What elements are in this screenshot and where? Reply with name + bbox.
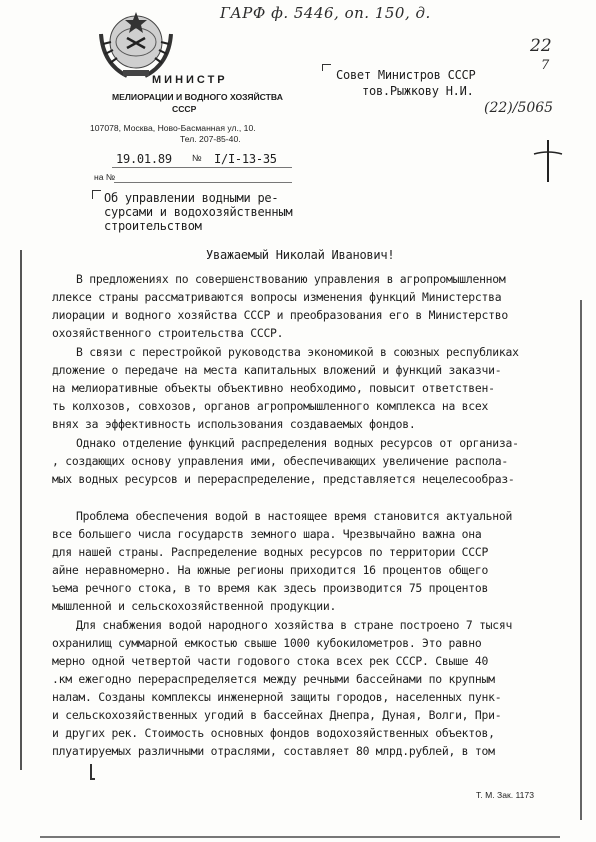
body-line: на мелиоративные объекты объективно необходимо, повысит ответствен- xyxy=(52,381,495,395)
body-line: для нашей страны. Распределение водных ресурсов по территории СССР xyxy=(52,545,489,559)
salutation: Уважаемый Николай Иванович! xyxy=(206,248,395,262)
addressee-line-1: Совет Министров СССР xyxy=(336,68,476,82)
body-line: и сельскохозяйственных угодий в бассейнах Днепра, Дуная, Волги, При- xyxy=(52,708,502,722)
scan-edge-left xyxy=(20,250,22,770)
body-line: В связи с перестройкой руководства экономикой в союзных республиках xyxy=(76,345,519,359)
letter-number: I/I-13-35 xyxy=(214,152,277,166)
body-line: охозяйственного строительства СССР. xyxy=(52,326,284,340)
subject-bracket xyxy=(92,190,101,199)
page-number: 22 xyxy=(530,36,552,56)
page-number-tick: 7 xyxy=(541,58,550,73)
archive-stamp: ГАРФ ф. 5446, оп. 150, д. xyxy=(220,4,431,22)
incoming-number: (22)/5065 xyxy=(484,100,554,116)
letterhead-address: 107078, Москва, Ново-Басманная ул., 10. xyxy=(90,123,256,133)
body-line: ть колхозов, совхозов, органов агропромышленного комплекса на всех xyxy=(52,399,489,413)
letterhead-phone: Тел. 207-85-40. xyxy=(180,134,241,144)
scan-edge-right xyxy=(580,300,582,820)
subject-line-2: сурсами и водохозяйственным xyxy=(104,205,293,219)
body-line: ъема речного стока, в то время как здесь производится 75 процентов xyxy=(52,581,489,595)
ref-label: на № xyxy=(94,172,116,182)
letterhead-ministry-line: МЕЛИОРАЦИИ И ВОДНОГО ХОЗЯЙСТВА xyxy=(112,92,283,102)
letterhead-country: СССР xyxy=(172,104,197,114)
footer-print-code: Т. М. Зак. 1173 xyxy=(476,790,534,800)
body-line: Проблема обеспечения водой в настоящее время становится актуальной xyxy=(76,509,513,523)
letter-date: 19.01.89 xyxy=(116,152,172,166)
body-line: В предложениях по совершенствованию управления в агропромышленном xyxy=(76,272,506,286)
body-line: дложение о передаче на места капитальных вложений и функций заказчи- xyxy=(52,363,502,377)
body-line: мышленной и сельскохозяйственной продукции. xyxy=(52,599,337,613)
body-line: айне неравномерно. На южные регионы приходится 16 процентов общего xyxy=(52,563,489,577)
subject-line-1: Об управлении водными ре- xyxy=(104,191,279,205)
body-line: Для снабжения водой народного хозяйства в стране построено 7 тысяч xyxy=(76,618,513,632)
scan-edge-bottom xyxy=(40,836,560,838)
body-line: внях за эффективность использования создаваемых фондов. xyxy=(52,417,416,431)
body-line: все большего числа государств земного шара. Чрезвычайно важна она xyxy=(52,527,482,541)
body-line: , создающих основу управления ими, обеспечивающих увеличение распола- xyxy=(52,454,508,468)
date-underline xyxy=(112,167,292,168)
body-line: .км ежегодно перераспределяется между речными бассейнами по крупным xyxy=(52,672,495,686)
handwritten-mark-icon xyxy=(528,136,568,186)
subject-line-3: строительством xyxy=(104,219,202,233)
body-line: мерно одной четвертой части годового стока всех рек СССР. Свыше 40 xyxy=(52,654,489,668)
body-line: ллексе страны рассматриваются вопросы изменения функций Министерства xyxy=(52,290,502,304)
letterhead-title: МИНИСТР xyxy=(152,74,228,86)
ref-underline xyxy=(114,182,292,183)
handwritten-footer-mark xyxy=(90,764,95,780)
body-line: плуатируемых различными отраслями, составляет 80 млрд.рублей, в том xyxy=(52,744,495,758)
body-line: Однако отделение функций распределения водных ресурсов от организа- xyxy=(76,436,519,450)
body-line: охранилищ суммарной емкостью свыше 1000 кубокилометров. Это равно xyxy=(52,636,482,650)
body-line: лиорации и водного хозяйства СССР и преобразования его в Министерство xyxy=(52,308,508,322)
body-line: налам. Созданы комплексы инженерной защиты городов, населенных пунк- xyxy=(52,690,502,704)
corner-mark xyxy=(322,64,331,71)
body-line: мых водных ресурсов и перераспределение, представляется нецелесообраз- xyxy=(52,472,515,486)
number-sign: № xyxy=(192,153,202,163)
body-line: и других рек. Стоимость основных фондов водохозяйственных объектов, xyxy=(52,726,495,740)
addressee-line-2: тов.Рыжкову Н.И. xyxy=(362,84,474,98)
state-emblem-icon xyxy=(93,8,179,82)
